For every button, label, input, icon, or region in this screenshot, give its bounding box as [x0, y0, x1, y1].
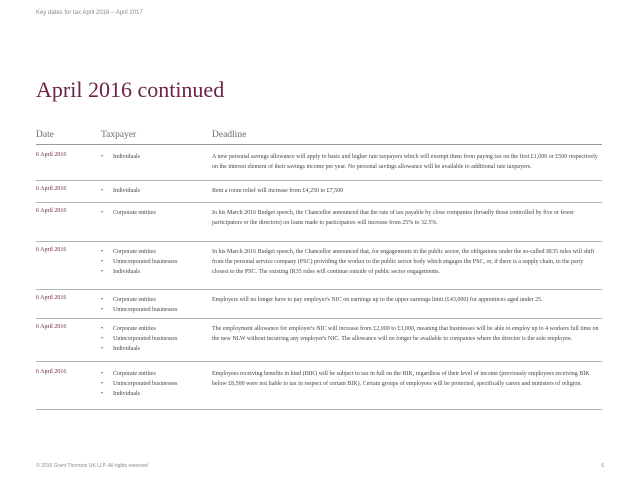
taxpayer-item: • Unincorporated businesses	[101, 305, 178, 315]
row-taxpayers	[101, 247, 178, 277]
row-date: 6 April 2016	[36, 208, 67, 214]
taxpayer-item: • Unincorporated businesses	[101, 257, 178, 267]
row-divider	[36, 241, 602, 242]
row-taxpayers	[101, 324, 178, 354]
row-deadline: In his March 2016 Budget speech, the Chancellor announced that the rate of tax payable by close companies (broadly those controlled by five or fewer participators or the directors) on loans made to participators will increase from 25% to 32.5%.	[212, 210, 575, 226]
row-taxpayers	[101, 152, 140, 162]
column-header-date: Date	[36, 130, 54, 140]
row-deadline: The employment allowance for employer's NIC will increase from £2,000 to £3,000, meaning that businesses will be able to employ up to 4 workers full time on the new NLW without incurring any employer's NIC. The allowance will no longer be available to companies where the director is the sole employee.	[212, 326, 599, 342]
row-deadline: Rent a room relief will increase from £4,250 to £7,500	[212, 188, 344, 194]
taxpayer-item: • Individuals	[101, 344, 178, 354]
row-deadline: A new personal savings allowance will apply to basic and higher rate taxpayers which will exempt them from paying tax on the first £1,000 or £500 respectively on the interest element of their savings income per year. No personal savings allowance will be available to additional rate taxpayers.	[212, 154, 598, 170]
row-deadline: Employers will no longer have to pay employer's NIC on earnings up to the upper earnings limit (£43,000) for apprentices aged under 25.	[212, 297, 543, 303]
taxpayer-item: • Unincorporated businesses	[101, 379, 178, 389]
row-divider	[36, 289, 602, 290]
row-divider	[36, 180, 602, 181]
row-divider	[36, 318, 602, 319]
taxpayer-item: • Corporate entities	[101, 295, 178, 305]
page-number: 6	[601, 463, 604, 469]
taxpayer-item: • Individuals	[101, 389, 178, 399]
row-deadline: Employees receiving benefits in kind (BIK) will be subject to tax in full on the BIK, regardless of their level of income (previously employees receiving BIK below £8,500 were not liable to tax in respect of certain BIK). Certain groups of employees will be protected, specifically carers and ministers of religion.	[212, 371, 590, 387]
row-date: 6 April 2016	[36, 247, 67, 253]
header-text: Key dates for tax April 2016 – April 2017	[36, 10, 143, 16]
row-date: 6 April 2016	[36, 186, 67, 192]
row-divider	[36, 361, 602, 362]
page-title: April 2016 continued	[36, 77, 225, 102]
taxpayer-item: • Individuals	[101, 186, 140, 196]
row-taxpayers	[101, 295, 178, 315]
row-date: 6 April 2016	[36, 152, 67, 158]
taxpayer-item: • Corporate entities	[101, 247, 178, 257]
column-header-taxpayer: Taxpayer	[101, 130, 137, 140]
taxpayer-item: • Corporate entities	[101, 369, 178, 379]
row-date: 6 April 2016	[36, 295, 67, 301]
taxpayer-item: • Individuals	[101, 267, 178, 277]
row-divider	[36, 409, 602, 410]
taxpayer-item: • Corporate entities	[101, 208, 156, 218]
column-header-deadline: Deadline	[212, 130, 247, 140]
row-taxpayers	[101, 208, 156, 218]
taxpayer-item: • Individuals	[101, 152, 140, 162]
footer-copyright: © 2016 Grant Thornton UK LLP. All rights reserved	[36, 463, 148, 469]
row-date: 6 April 2016	[36, 369, 67, 375]
row-taxpayers	[101, 186, 140, 196]
row-deadline: In his March 2016 Budget speech, the Chancellor announced that, for engagements in the public sector, the obligations under the so-called IR35 rules will shift from the personal service company (PSC) providing the worker to the public sector body which engages the PSC, or, if there is a supply chain, to the party closest to the PSC. The existing IR35 rules will continue outside of public sector engagements.	[212, 249, 595, 275]
taxpayer-item: • Corporate entities	[101, 324, 178, 334]
taxpayer-item: • Unincorporated businesses	[101, 334, 178, 344]
header-divider	[36, 144, 602, 145]
row-date: 6 April 2016	[36, 324, 67, 330]
row-divider	[36, 202, 602, 203]
row-taxpayers	[101, 369, 178, 399]
